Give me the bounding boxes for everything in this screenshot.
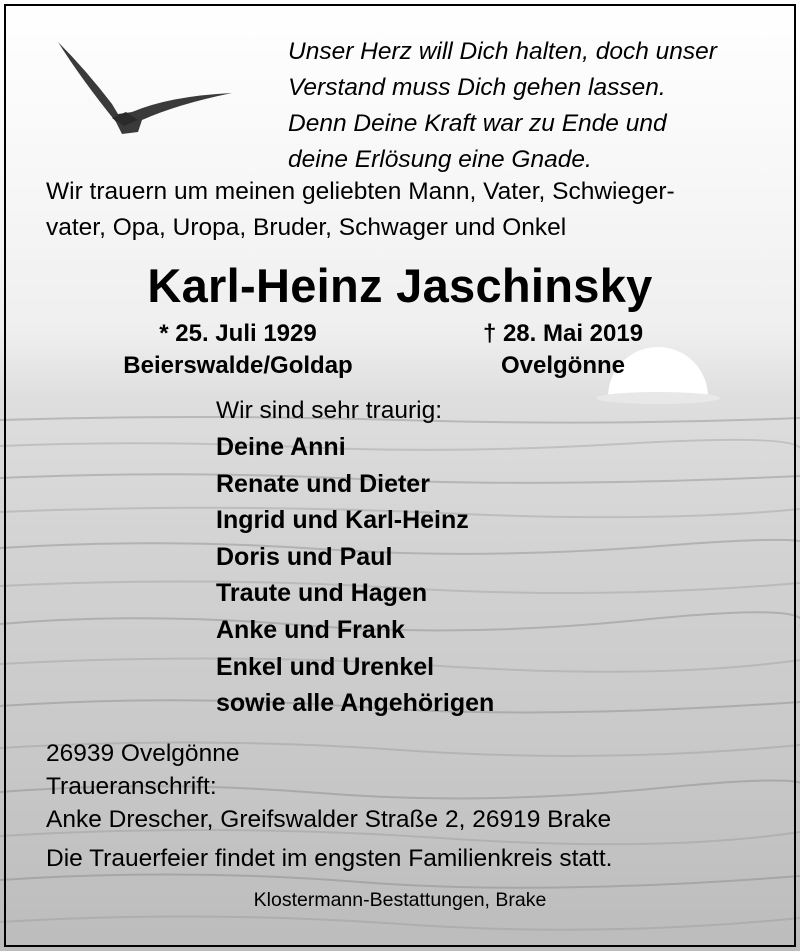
poem-line: Denn Deine Kraft war zu Ende und [288,110,667,137]
contact-info [46,737,611,836]
undertaker-credit: Klostermann-Bestattungen, Brake [253,889,547,911]
mourner-name: sowie alle Angehörigen [216,689,495,718]
town: 26939 Ovelgönne [46,740,240,767]
ceremony-note: Die Trauerfeier findet im engsten Familienkreis statt. [46,845,613,872]
poem-line: Verstand muss Dich gehen lassen. [288,74,666,101]
birth-date: * 25. Juli 1929 [159,320,317,347]
mourner-name: Doris und Paul [216,542,393,571]
mourner-name: Anke und Frank [216,615,405,644]
memorial-poem [288,34,717,178]
mourner-name: Traute und Hagen [216,579,428,608]
death-date: † 28. Mai 2019 [482,320,644,347]
mourning-address: Anke Drescher, Greifswalder Straße 2, 26919 Brake [46,806,612,833]
mourner-name: Renate und Dieter [216,469,430,498]
mourning-intro [46,174,675,246]
seagull-icon [58,42,232,134]
birth-info [88,318,388,382]
mourner-name: Enkel und Urenkel [216,652,435,681]
poem-line: deine Erlösung eine Gnade. [288,146,592,173]
mourner-name: Ingrid und Karl-Heinz [216,506,469,535]
poem-line: Unser Herz will Dich halten, doch unser [288,38,717,65]
mourners-intro: Wir sind sehr traurig: [216,397,443,424]
mourner-name: Deine Anni [216,433,346,461]
birth-place: Beierswalde/Goldap [123,352,353,379]
death-place: Ovelgönne [500,352,626,379]
address-label: Traueranschrift: [46,773,217,800]
intro-line: vater, Opa, Uropa, Bruder, Schwager und Onkel [46,214,567,241]
deceased-name: Karl-Heinz Jaschinsky [147,259,653,312]
death-info [413,318,713,382]
intro-line: Wir trauern um meinen geliebten Mann, Vater, Schwieger- [46,178,675,205]
mourners-list [216,429,494,722]
